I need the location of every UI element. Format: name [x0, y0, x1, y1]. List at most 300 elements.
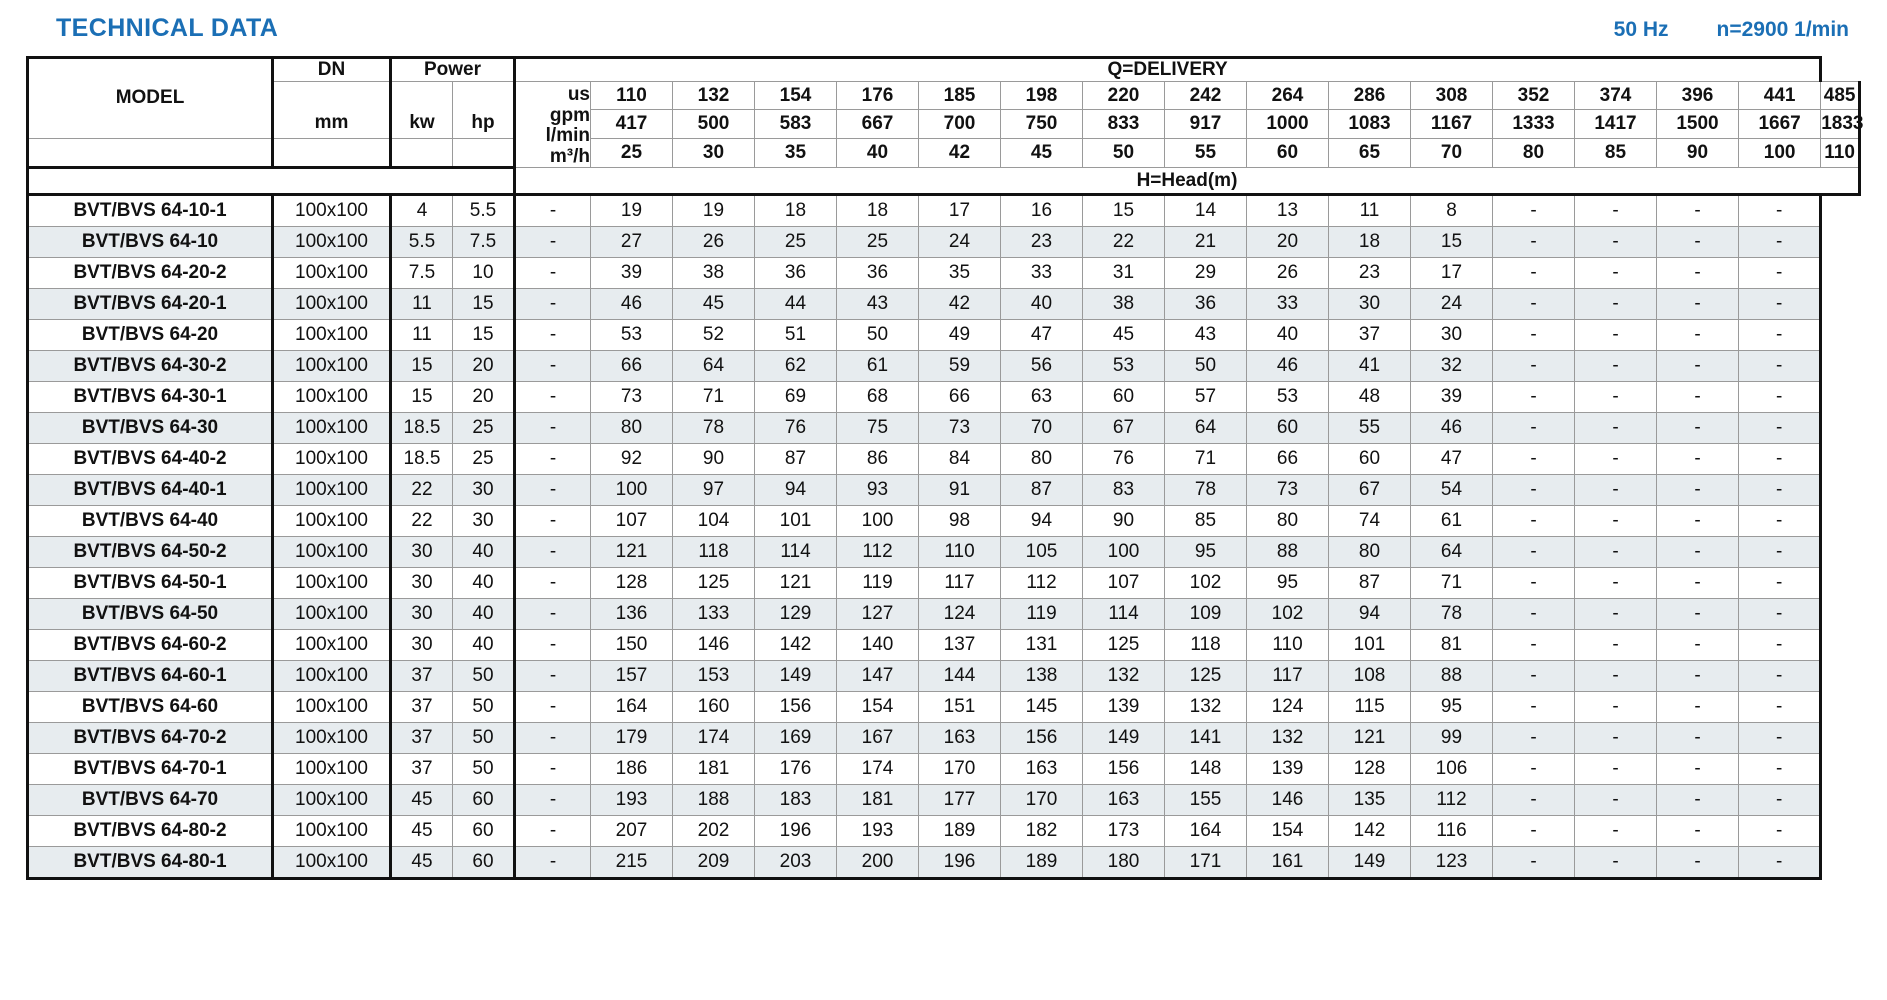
row-power-kw: 30 [391, 568, 453, 599]
row-value-3: 183 [755, 785, 837, 816]
row-value-15: - [1739, 568, 1821, 599]
row-dn: 100x100 [273, 195, 391, 227]
table-row [28, 785, 1860, 816]
row-power-hp: 25 [453, 444, 515, 475]
row-value-9: 139 [1247, 754, 1329, 785]
row-value-7: 15 [1083, 195, 1165, 227]
row-value-5: 177 [919, 785, 1001, 816]
gpm-6: 220 [1083, 82, 1165, 110]
row-value-2: 181 [673, 754, 755, 785]
row-value-2: 174 [673, 723, 755, 754]
row-model: BVT/BVS 64-40 [28, 506, 273, 537]
row-power-hp: 5.5 [453, 195, 515, 227]
lmin-9: 1083 [1329, 110, 1411, 138]
row-power-hp: 50 [453, 661, 515, 692]
row-value-12: - [1493, 227, 1575, 258]
row-power-kw: 45 [391, 785, 453, 816]
row-value-0: - [515, 692, 591, 723]
lmin-6: 833 [1083, 110, 1165, 138]
row-value-4: 140 [837, 630, 919, 661]
m3h-13: 90 [1657, 138, 1739, 167]
row-value-13: - [1575, 258, 1657, 289]
row-value-14: - [1657, 785, 1739, 816]
unit-gpm: gpm [549, 104, 590, 126]
row-value-11: 15 [1411, 227, 1493, 258]
row-value-3: 169 [755, 723, 837, 754]
row-value-15: - [1739, 816, 1821, 847]
row-dn: 100x100 [273, 847, 391, 879]
row-value-3: 87 [755, 444, 837, 475]
row-value-5: 35 [919, 258, 1001, 289]
row-value-1: 193 [591, 785, 673, 816]
row-value-5: 189 [919, 816, 1001, 847]
row-value-9: 95 [1247, 568, 1329, 599]
row-value-9: 66 [1247, 444, 1329, 475]
row-value-8: 141 [1165, 723, 1247, 754]
row-value-7: 60 [1083, 382, 1165, 413]
header-power: Power [391, 58, 515, 82]
row-dn: 100x100 [273, 320, 391, 351]
row-value-9: 60 [1247, 413, 1329, 444]
row-power-kw: 37 [391, 754, 453, 785]
row-value-1: 80 [591, 413, 673, 444]
row-value-4: 68 [837, 382, 919, 413]
row-power-kw: 30 [391, 630, 453, 661]
row-value-4: 200 [837, 847, 919, 879]
row-value-11: 99 [1411, 723, 1493, 754]
row-value-13: - [1575, 816, 1657, 847]
row-value-4: 93 [837, 475, 919, 506]
row-value-8: 148 [1165, 754, 1247, 785]
row-value-7: 114 [1083, 599, 1165, 630]
speed-label: n=2900 1/min [1716, 18, 1849, 41]
row-value-2: 153 [673, 661, 755, 692]
row-value-0: - [515, 320, 591, 351]
row-value-5: 163 [919, 723, 1001, 754]
row-value-14: - [1657, 661, 1739, 692]
row-value-8: 171 [1165, 847, 1247, 879]
row-value-6: 182 [1001, 816, 1083, 847]
row-value-1: 121 [591, 537, 673, 568]
header-spacer-model [28, 138, 273, 167]
row-value-7: 67 [1083, 413, 1165, 444]
row-value-15: - [1739, 289, 1821, 320]
row-power-kw: 18.5 [391, 413, 453, 444]
row-value-2: 19 [673, 195, 755, 227]
row-value-7: 125 [1083, 630, 1165, 661]
m3h-15: 110 [1821, 138, 1860, 167]
row-value-8: 102 [1165, 568, 1247, 599]
row-power-hp: 7.5 [453, 227, 515, 258]
row-value-9: 80 [1247, 506, 1329, 537]
row-value-13: - [1575, 320, 1657, 351]
row-value-11: 30 [1411, 320, 1493, 351]
row-value-14: - [1657, 289, 1739, 320]
row-value-4: 193 [837, 816, 919, 847]
row-value-4: 36 [837, 258, 919, 289]
row-dn: 100x100 [273, 227, 391, 258]
row-value-9: 132 [1247, 723, 1329, 754]
row-model: BVT/BVS 64-10-1 [28, 195, 273, 227]
row-power-hp: 20 [453, 351, 515, 382]
row-value-14: - [1657, 195, 1739, 227]
row-value-9: 46 [1247, 351, 1329, 382]
row-value-5: 110 [919, 537, 1001, 568]
row-value-5: 137 [919, 630, 1001, 661]
row-value-14: - [1657, 723, 1739, 754]
row-value-9: 20 [1247, 227, 1329, 258]
m3h-11: 80 [1493, 138, 1575, 167]
row-value-10: 121 [1329, 723, 1411, 754]
technical-data-table [26, 56, 1864, 880]
row-power-kw: 22 [391, 475, 453, 506]
row-value-3: 94 [755, 475, 837, 506]
row-value-8: 21 [1165, 227, 1247, 258]
row-value-13: - [1575, 382, 1657, 413]
row-value-2: 97 [673, 475, 755, 506]
row-value-13: - [1575, 475, 1657, 506]
row-value-4: 147 [837, 661, 919, 692]
row-value-4: 167 [837, 723, 919, 754]
row-value-11: 71 [1411, 568, 1493, 599]
row-value-8: 29 [1165, 258, 1247, 289]
row-value-6: 156 [1001, 723, 1083, 754]
row-value-13: - [1575, 692, 1657, 723]
row-value-8: 155 [1165, 785, 1247, 816]
row-value-1: 53 [591, 320, 673, 351]
row-value-7: 53 [1083, 351, 1165, 382]
row-value-11: 8 [1411, 195, 1493, 227]
row-value-3: 25 [755, 227, 837, 258]
row-power-kw: 5.5 [391, 227, 453, 258]
row-value-10: 94 [1329, 599, 1411, 630]
header-power-hp: hp [453, 82, 515, 139]
row-value-1: 92 [591, 444, 673, 475]
row-value-5: 98 [919, 506, 1001, 537]
m3h-3: 40 [837, 138, 919, 167]
row-value-5: 73 [919, 413, 1001, 444]
row-dn: 100x100 [273, 568, 391, 599]
row-value-1: 186 [591, 754, 673, 785]
row-value-8: 50 [1165, 351, 1247, 382]
row-value-7: 132 [1083, 661, 1165, 692]
row-dn: 100x100 [273, 289, 391, 320]
row-model: BVT/BVS 64-40-2 [28, 444, 273, 475]
row-value-5: 84 [919, 444, 1001, 475]
row-value-6: 145 [1001, 692, 1083, 723]
row-value-2: 125 [673, 568, 755, 599]
row-value-4: 181 [837, 785, 919, 816]
row-dn: 100x100 [273, 351, 391, 382]
row-value-2: 78 [673, 413, 755, 444]
row-value-4: 50 [837, 320, 919, 351]
row-value-7: 83 [1083, 475, 1165, 506]
row-value-8: 118 [1165, 630, 1247, 661]
table-row [28, 599, 1860, 630]
row-value-10: 18 [1329, 227, 1411, 258]
row-value-13: - [1575, 723, 1657, 754]
row-value-6: 33 [1001, 258, 1083, 289]
row-value-6: 47 [1001, 320, 1083, 351]
table-row [28, 661, 1860, 692]
row-value-6: 105 [1001, 537, 1083, 568]
row-value-4: 18 [837, 195, 919, 227]
row-value-8: 95 [1165, 537, 1247, 568]
row-value-0: - [515, 413, 591, 444]
row-dn: 100x100 [273, 661, 391, 692]
row-dn: 100x100 [273, 475, 391, 506]
row-value-7: 107 [1083, 568, 1165, 599]
row-value-14: - [1657, 599, 1739, 630]
row-value-14: - [1657, 537, 1739, 568]
row-value-12: - [1493, 382, 1575, 413]
table-row [28, 692, 1860, 723]
row-model: BVT/BVS 64-50-1 [28, 568, 273, 599]
row-power-hp: 60 [453, 785, 515, 816]
row-value-9: 146 [1247, 785, 1329, 816]
gpm-0: 110 [591, 82, 673, 110]
row-power-kw: 4 [391, 195, 453, 227]
row-value-0: - [515, 661, 591, 692]
row-power-hp: 40 [453, 568, 515, 599]
header-spacer-hp [453, 138, 515, 167]
row-model: BVT/BVS 64-70 [28, 785, 273, 816]
row-value-0: - [515, 227, 591, 258]
row-value-12: - [1493, 195, 1575, 227]
row-power-kw: 11 [391, 289, 453, 320]
row-dn: 100x100 [273, 506, 391, 537]
row-value-0: - [515, 599, 591, 630]
row-value-12: - [1493, 258, 1575, 289]
m3h-1: 30 [673, 138, 755, 167]
row-power-kw: 15 [391, 382, 453, 413]
gpm-10: 308 [1411, 82, 1493, 110]
row-value-13: - [1575, 195, 1657, 227]
row-dn: 100x100 [273, 754, 391, 785]
row-value-13: - [1575, 506, 1657, 537]
row-value-14: - [1657, 630, 1739, 661]
row-value-13: - [1575, 413, 1657, 444]
lmin-10: 1167 [1411, 110, 1493, 138]
row-value-5: 42 [919, 289, 1001, 320]
row-value-4: 61 [837, 351, 919, 382]
table-head [28, 58, 1864, 195]
row-value-3: 121 [755, 568, 837, 599]
row-value-12: - [1493, 568, 1575, 599]
row-value-11: 54 [1411, 475, 1493, 506]
row-value-6: 80 [1001, 444, 1083, 475]
frequency-label: 50 Hz [1613, 18, 1669, 41]
row-value-12: - [1493, 537, 1575, 568]
row-model: BVT/BVS 64-20-2 [28, 258, 273, 289]
row-value-8: 14 [1165, 195, 1247, 227]
row-value-10: 30 [1329, 289, 1411, 320]
row-value-13: - [1575, 537, 1657, 568]
row-value-1: 19 [591, 195, 673, 227]
row-value-1: 27 [591, 227, 673, 258]
row-value-2: 26 [673, 227, 755, 258]
row-value-2: 146 [673, 630, 755, 661]
row-dn: 100x100 [273, 599, 391, 630]
row-power-hp: 40 [453, 599, 515, 630]
row-value-3: 44 [755, 289, 837, 320]
row-value-6: 131 [1001, 630, 1083, 661]
row-value-0: - [515, 568, 591, 599]
table-row [28, 351, 1860, 382]
m3h-6: 50 [1083, 138, 1165, 167]
row-value-10: 128 [1329, 754, 1411, 785]
lmin-14: 1667 [1739, 110, 1821, 138]
header-row-m3h [28, 138, 1860, 167]
row-value-11: 61 [1411, 506, 1493, 537]
row-value-1: 39 [591, 258, 673, 289]
row-value-11: 64 [1411, 537, 1493, 568]
header-dn: DN [273, 58, 391, 82]
row-value-13: - [1575, 599, 1657, 630]
row-dn: 100x100 [273, 785, 391, 816]
row-value-13: - [1575, 227, 1657, 258]
row-value-11: 81 [1411, 630, 1493, 661]
row-value-1: 128 [591, 568, 673, 599]
row-value-12: - [1493, 320, 1575, 351]
row-value-12: - [1493, 847, 1575, 879]
row-value-10: 149 [1329, 847, 1411, 879]
row-dn: 100x100 [273, 258, 391, 289]
row-value-10: 108 [1329, 661, 1411, 692]
row-dn: 100x100 [273, 816, 391, 847]
row-value-0: - [515, 630, 591, 661]
row-value-6: 70 [1001, 413, 1083, 444]
unit-lmin: l/min [545, 125, 590, 147]
row-value-6: 119 [1001, 599, 1083, 630]
row-value-2: 45 [673, 289, 755, 320]
lmin-3: 667 [837, 110, 919, 138]
row-power-hp: 40 [453, 630, 515, 661]
row-value-7: 163 [1083, 785, 1165, 816]
gpm-13: 396 [1657, 82, 1739, 110]
table-row [28, 444, 1860, 475]
row-model: BVT/BVS 64-60 [28, 692, 273, 723]
row-value-13: - [1575, 754, 1657, 785]
row-value-5: 196 [919, 847, 1001, 879]
row-value-1: 215 [591, 847, 673, 879]
row-value-10: 48 [1329, 382, 1411, 413]
row-value-9: 33 [1247, 289, 1329, 320]
table-row [28, 630, 1860, 661]
row-value-2: 52 [673, 320, 755, 351]
row-value-10: 142 [1329, 816, 1411, 847]
row-value-9: 26 [1247, 258, 1329, 289]
row-value-15: - [1739, 351, 1821, 382]
row-power-hp: 15 [453, 320, 515, 351]
row-value-4: 100 [837, 506, 919, 537]
m3h-7: 55 [1165, 138, 1247, 167]
row-value-11: 112 [1411, 785, 1493, 816]
row-value-2: 38 [673, 258, 755, 289]
row-value-15: - [1739, 227, 1821, 258]
row-value-8: 132 [1165, 692, 1247, 723]
row-value-3: 69 [755, 382, 837, 413]
header-row-gpm [28, 82, 1860, 110]
row-value-5: 151 [919, 692, 1001, 723]
row-power-hp: 30 [453, 475, 515, 506]
header-hhead-spacer [28, 168, 515, 195]
gpm-2: 154 [755, 82, 837, 110]
row-dn: 100x100 [273, 537, 391, 568]
row-value-6: 138 [1001, 661, 1083, 692]
row-value-1: 100 [591, 475, 673, 506]
row-value-13: - [1575, 568, 1657, 599]
row-value-8: 64 [1165, 413, 1247, 444]
row-value-12: - [1493, 754, 1575, 785]
row-value-10: 87 [1329, 568, 1411, 599]
row-value-14: - [1657, 506, 1739, 537]
row-model: BVT/BVS 64-80-1 [28, 847, 273, 879]
row-value-0: - [515, 351, 591, 382]
row-value-3: 101 [755, 506, 837, 537]
row-value-7: 156 [1083, 754, 1165, 785]
header-specs [1614, 18, 1849, 42]
row-value-3: 36 [755, 258, 837, 289]
row-value-6: 94 [1001, 506, 1083, 537]
row-value-8: 71 [1165, 444, 1247, 475]
row-value-15: - [1739, 444, 1821, 475]
lmin-2: 583 [755, 110, 837, 138]
row-value-9: 40 [1247, 320, 1329, 351]
table-row [28, 754, 1860, 785]
row-value-13: - [1575, 785, 1657, 816]
row-value-8: 109 [1165, 599, 1247, 630]
row-value-4: 154 [837, 692, 919, 723]
row-model: BVT/BVS 64-30 [28, 413, 273, 444]
row-value-12: - [1493, 351, 1575, 382]
header-model: MODEL [28, 58, 273, 139]
row-value-1: 66 [591, 351, 673, 382]
header-power-kw: kw [391, 82, 453, 139]
unit-m3h: m³/h [549, 145, 590, 167]
row-value-11: 95 [1411, 692, 1493, 723]
row-value-8: 164 [1165, 816, 1247, 847]
lmin-0: 417 [591, 110, 673, 138]
row-value-3: 18 [755, 195, 837, 227]
row-value-4: 86 [837, 444, 919, 475]
row-value-0: - [515, 785, 591, 816]
row-value-15: - [1739, 413, 1821, 444]
row-value-11: 39 [1411, 382, 1493, 413]
row-value-9: 102 [1247, 599, 1329, 630]
row-value-11: 88 [1411, 661, 1493, 692]
row-value-7: 90 [1083, 506, 1165, 537]
row-value-8: 36 [1165, 289, 1247, 320]
gpm-9: 286 [1329, 82, 1411, 110]
row-value-12: - [1493, 506, 1575, 537]
row-power-hp: 20 [453, 382, 515, 413]
row-value-3: 62 [755, 351, 837, 382]
table-row [28, 258, 1860, 289]
row-value-10: 115 [1329, 692, 1411, 723]
row-value-1: 150 [591, 630, 673, 661]
row-power-hp: 10 [453, 258, 515, 289]
row-value-6: 63 [1001, 382, 1083, 413]
row-value-7: 149 [1083, 723, 1165, 754]
m3h-10: 70 [1411, 138, 1493, 167]
row-value-6: 87 [1001, 475, 1083, 506]
row-value-0: - [515, 195, 591, 227]
row-dn: 100x100 [273, 413, 391, 444]
table-row [28, 537, 1860, 568]
row-value-14: - [1657, 413, 1739, 444]
row-value-13: - [1575, 351, 1657, 382]
